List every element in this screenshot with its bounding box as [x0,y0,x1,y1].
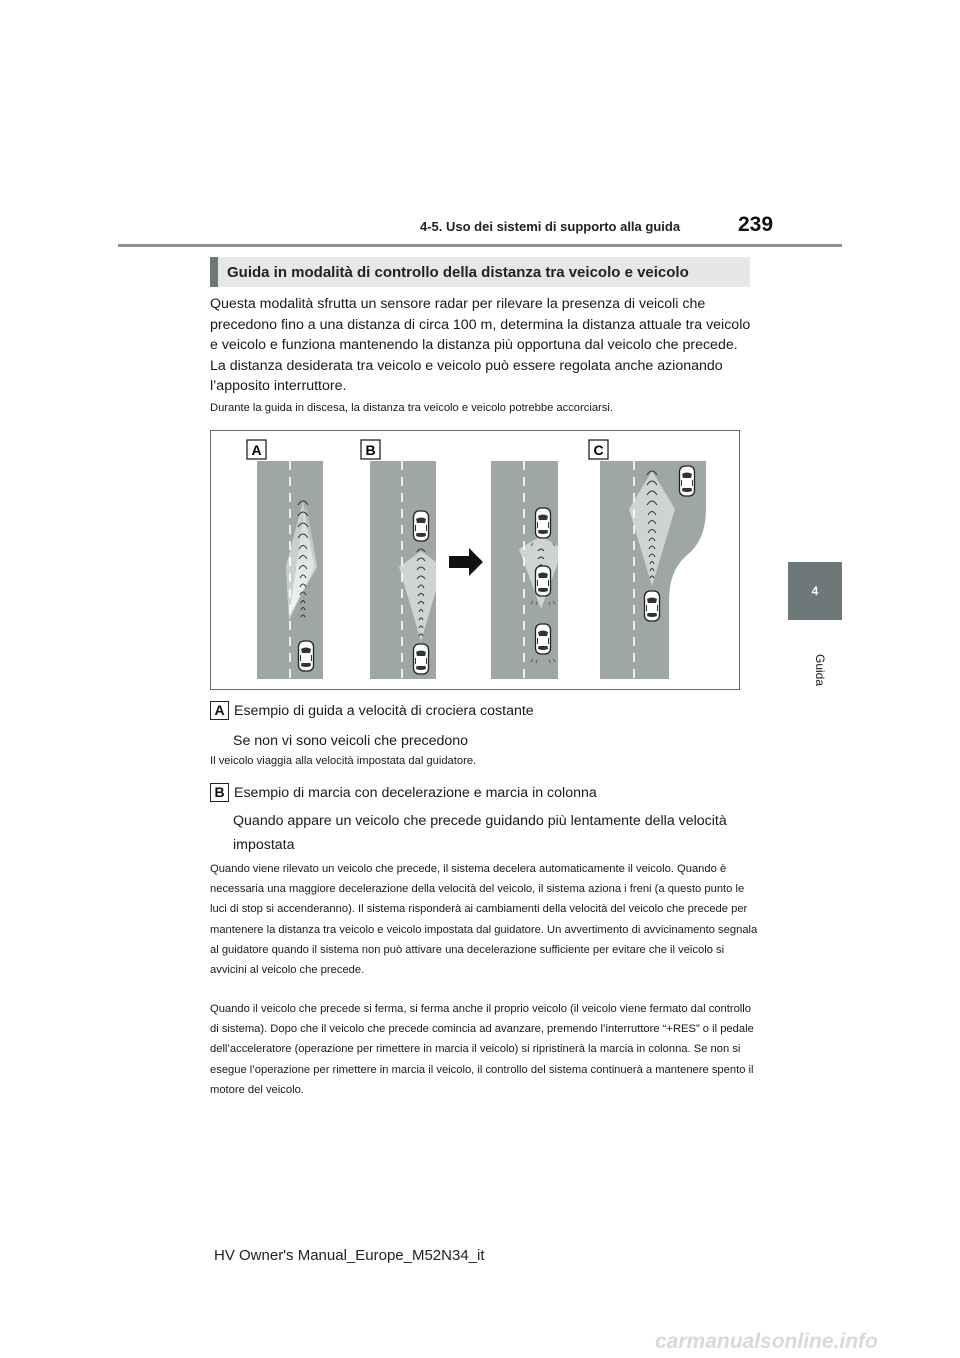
intro-paragraph: Questa modalità sfrutta un sensore radar per rilevare la presenza di veicoli che precedono fino a una distanza di circa 100 m, determina la distanza attuale tra veicolo e veicolo e funziona mantenendo la distanza più opportuna dal veicolo che precede. La distanza desiderata tra veicolo e veicolo può essere regolata anche azionando l’apposito interruttore. [210,296,751,394]
panel-c-label [589,440,608,459]
road-a [257,461,323,679]
footer-manual-code: HV Owner's Manual_Europe_M52N34_it [214,1247,485,1264]
radar-cruise-figure [210,430,740,690]
header-rule [118,244,842,247]
label-c-text: C [593,442,604,458]
road-b-column [491,461,563,679]
item-b-subtitle: Quando appare un veicolo che precede guidando più lentamente della velocità impostata [233,813,727,853]
legend-row-b [210,783,597,802]
chapter-number: 4 [811,584,819,598]
legend-row-a [210,701,534,720]
page-number: 239 [738,213,774,236]
road-b [370,461,443,679]
chapter-tab [788,562,842,620]
item-a-title: Esempio di guida a velocità di crociera costante [234,702,534,719]
item-b-text-2: Quando il veicolo che precede si ferma, si ferma anche il proprio veicolo (il veicolo viene fermato dal controllo di sistema). Dopo che il veicolo che precede comincia ad avanzare, premendo l’interruttore “+RES” o il pedale dell’acceleratore (operazione per rimettere in marcia il veicolo) si ripristinerà la marcia in colonna. Se non si esegue l’operazione per rimettere in marcia il veicolo, il controllo del sistema continuerà a mantenere spento il motore del veicolo. [210,1003,754,1096]
badge-a: A [210,701,229,720]
chapter-label: Guida [813,653,827,687]
item-b-text-1: Quando viene rilevato un veicolo che precede, il sistema decelera automaticamente il veicolo. Quando è necessaria una maggiore decelerazione della velocità del veicolo, il sistema aziona i freni (a questo punto le luci di stop si accenderanno). Il sistema risponderà ai cambiamenti della velocità del veicolo che precede per mantenere la distanza tra veicolo e veicolo impostata dal guidatore. Un avvertimento di avvicinamento segnala al guidatore quando il sistema non può attivare una decelerazione sufficiente per evitare che il veicolo si avvicini al veicolo che precede. [210,863,758,977]
item-a-text: Il veicolo viaggia alla velocità impostata dal guidatore. [210,755,477,767]
label-a-text: A [251,442,262,458]
header-section-title: 4-5. Uso dei sistemi di supporto alla guida [420,219,681,234]
merging-car-c [680,466,695,496]
lead-car-b [414,511,429,541]
own-car-c [645,591,660,621]
own-car-b2 [536,624,551,654]
lead-car-b2 [536,508,551,538]
badge-b: B [210,783,229,802]
own-car-a [299,641,314,671]
label-b-text: B [365,442,376,458]
panel-a-label [247,440,266,459]
transition-arrow-icon [449,548,483,576]
panel-b-label [361,440,380,459]
watermark: carmanualsonline.info [655,1330,878,1353]
middle-car-b2 [536,566,551,596]
own-car-b [414,644,429,674]
item-b-title: Esempio di marcia con decelerazione e marcia in colonna [234,784,597,801]
section-title: Guida in modalità di controllo della distanza tra veicolo e veicolo [210,257,750,287]
road-c [600,461,706,679]
downhill-note: Durante la guida in discesa, la distanza tra veicolo e veicolo potrebbe accorciarsi. [210,402,613,414]
item-a-subtitle: Se non vi sono veicoli che precedono [233,733,469,749]
